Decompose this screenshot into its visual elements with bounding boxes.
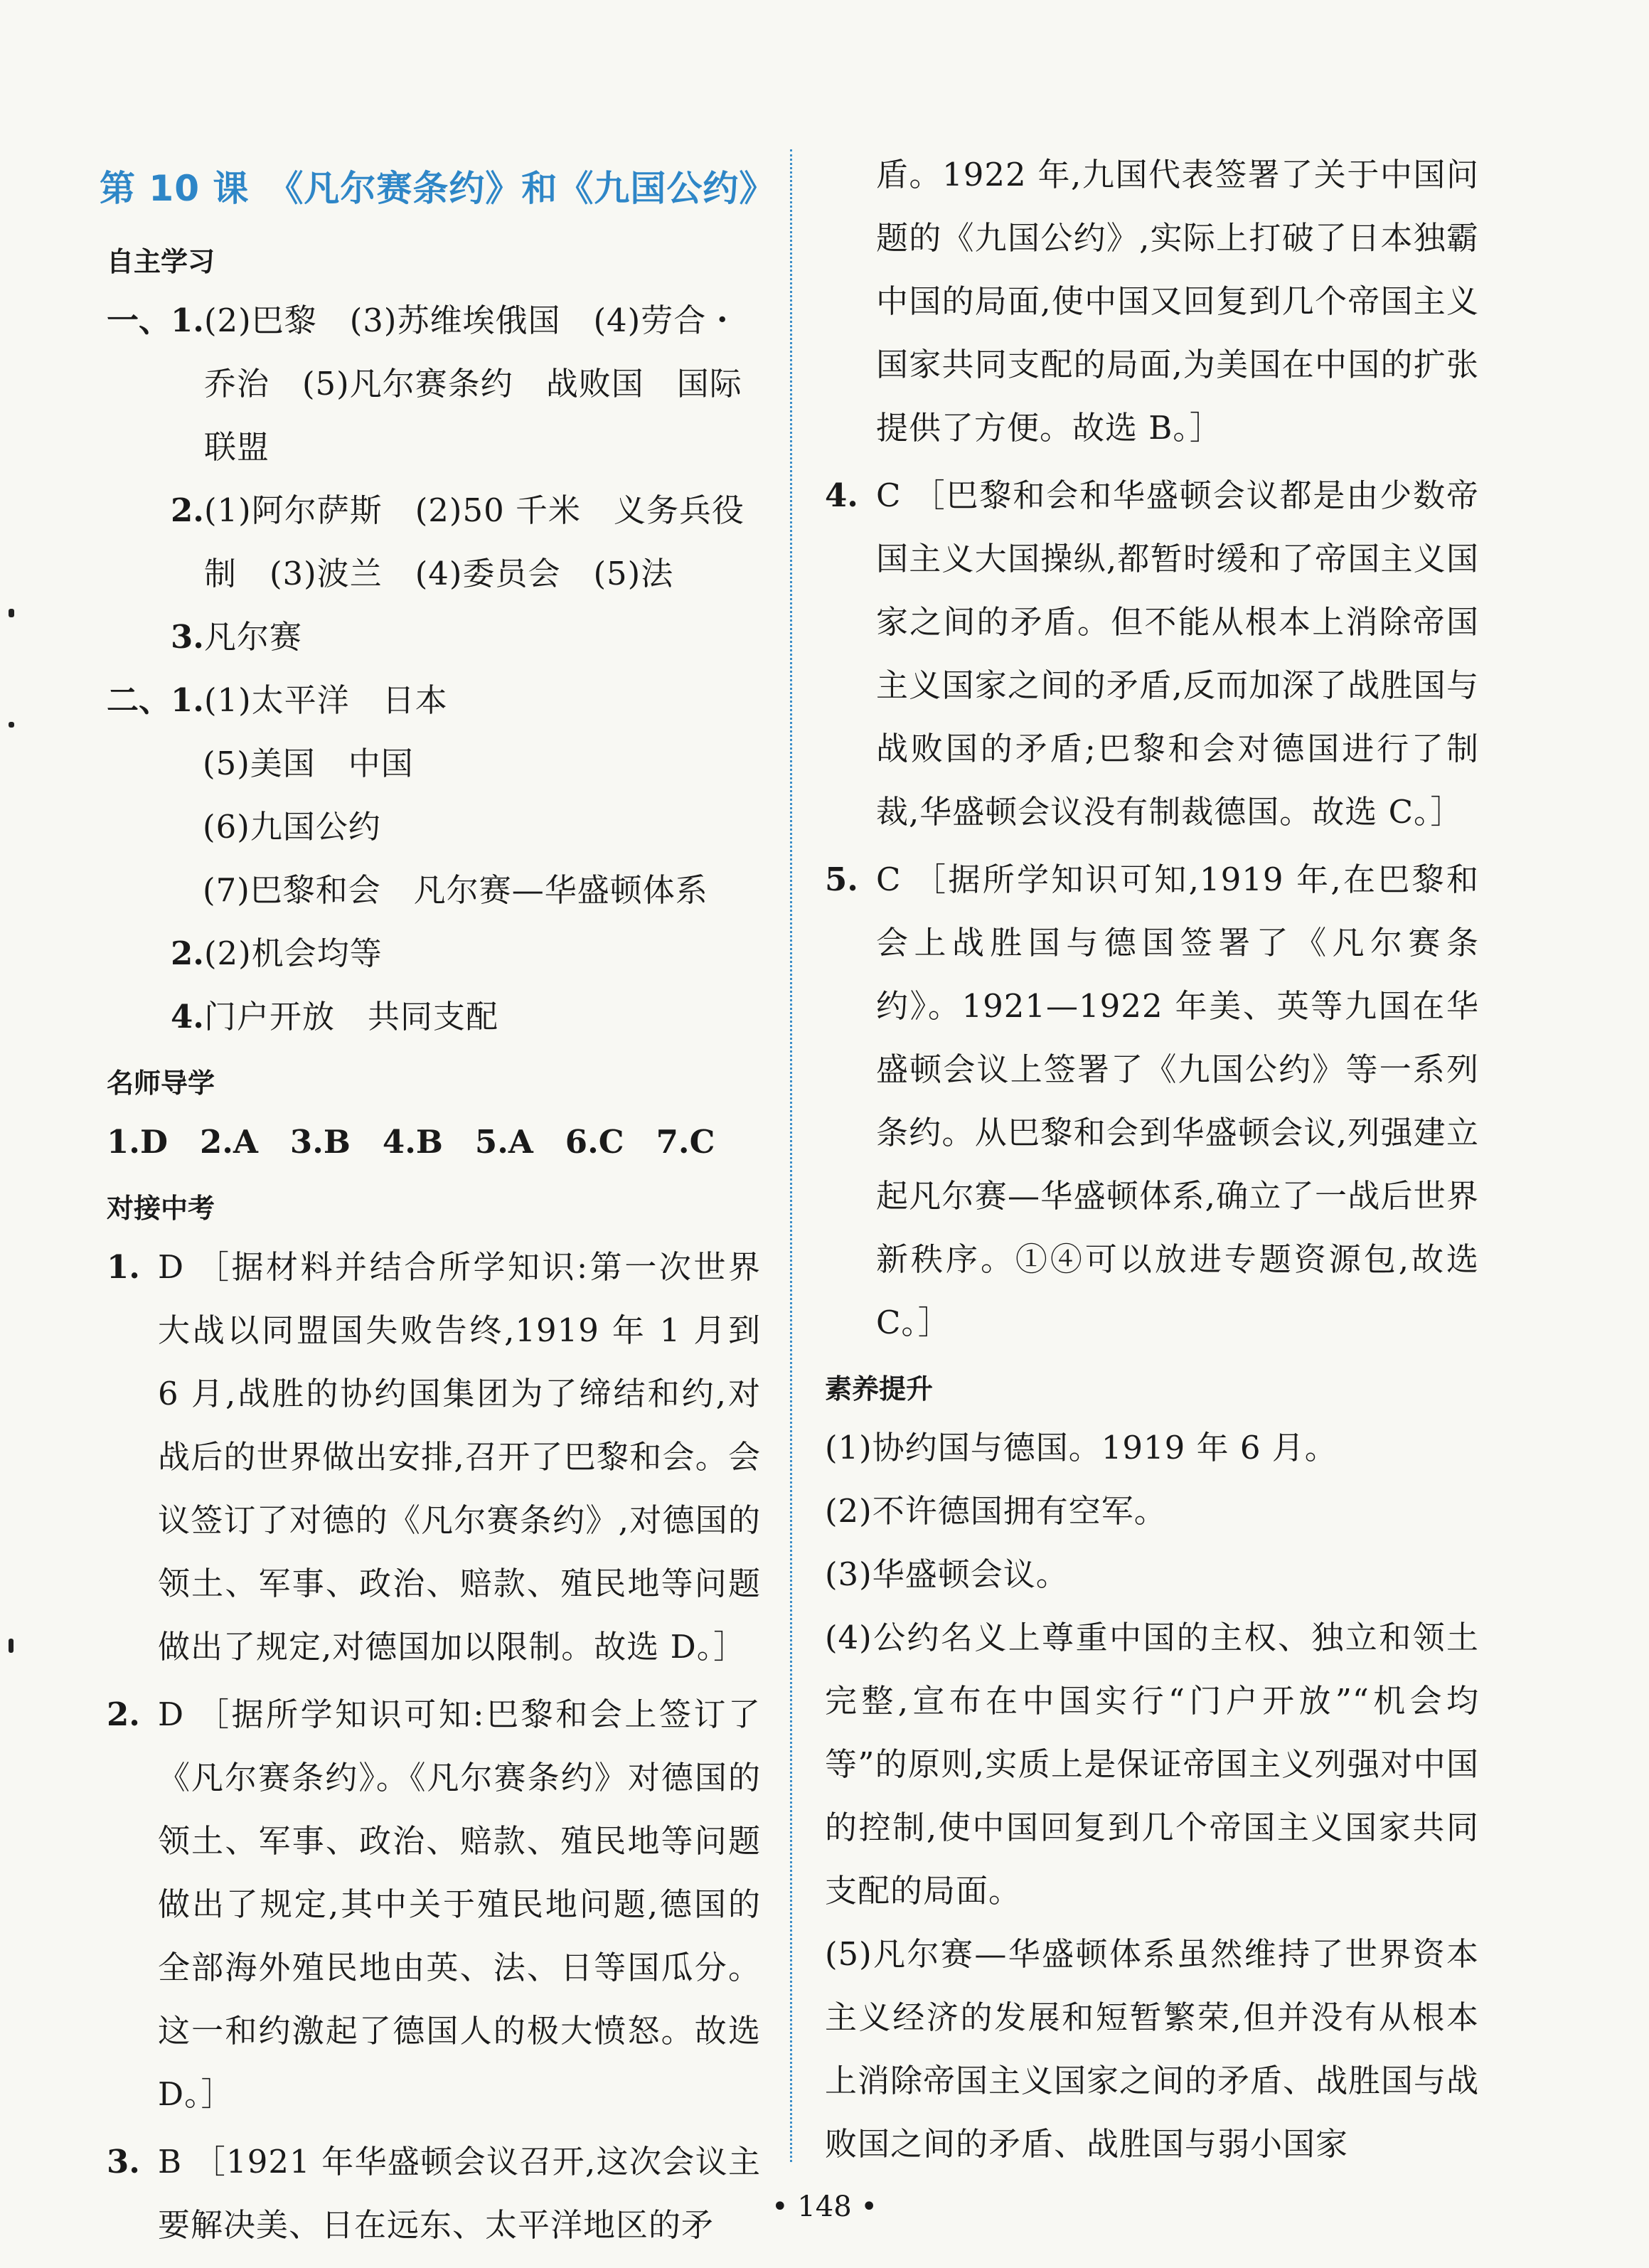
answer-row (107, 669, 761, 732)
item-text: (6)九国公约 (203, 808, 381, 846)
suyang-paragraph: (3)华盛顿会议。 (825, 1555, 1069, 1593)
answer-item (825, 464, 1479, 843)
answer-item (825, 848, 1490, 1354)
item-text: 盾。1922 年,九国代表签署了关于中国问题的《九国公约》,实际上打破了日本独霸中国的局面,使中国又回复到几个帝国主义国家共同支配的局面,为美国在中国的扩张提供了方便。故选 B。］ (876, 156, 1479, 447)
page-number: • 148 • (772, 2190, 877, 2223)
item-number: 2. (107, 1695, 140, 1733)
item-number: 二、1. (107, 681, 204, 719)
answer-row (107, 479, 761, 605)
answer-row (107, 858, 761, 922)
item-text: C ［巴黎和会和华盛顿会议都是由少数帝国主义大国操纵,都暂时缓和了帝国主义国家之间的矛盾。但不能从根本上消除帝国主义国家之间的矛盾,反而加深了战胜国与战败国的矛盾;巴黎和会对德国进行了制裁,华盛顿会议没有制裁德国。故选 C。］ (876, 477, 1479, 831)
suyang-paragraph: (5)凡尔赛—华盛顿体系虽然维持了世界资本主义经济的发展和短暂繁荣,但并没有从根本上消除帝国主义国家之间的矛盾、战胜国与战败国之间的矛盾、战胜国与弱小国家 (825, 1935, 1480, 2163)
section-heading-duijie: 对接中考 (107, 1193, 215, 1224)
answer-item (107, 1235, 772, 1678)
item-text: (1)阿尔萨斯 (2)50 千米 义务兵役制 (3)波兰 (4)委员会 (5)法 (203, 491, 745, 592)
item-text: (5)美国 中国 (203, 745, 414, 782)
item-number: 4. (107, 998, 204, 1035)
item-text: D ［据所学知识可知:巴黎和会上签订了《凡尔赛条约》。《凡尔赛条约》对德国的领土、军事、政治、赔款、殖民地等问题做出了规定,其中关于殖民地问题,德国的全部海外殖民地由英、法、日等国瓜分。这一和约激起了德国人的极大愤怒。故选 D。］ (158, 1695, 772, 2113)
item-text: (1)太平洋 日本 (203, 681, 448, 719)
scan-mark (9, 609, 14, 617)
answer-row (107, 795, 761, 858)
answer-row (107, 605, 761, 669)
answer-row (107, 732, 761, 795)
section-heading-mingshi: 名师导学 (107, 1068, 215, 1099)
quick-answers: 1.D 2.A 3.B 4.B 5.A 6.C 7.C (107, 1123, 715, 1161)
answer-item-continued (825, 143, 1479, 459)
suyang-paragraph: (1)协约国与德国。1919 年 6 月。 (825, 1429, 1338, 1466)
item-number: 3. (107, 2143, 140, 2181)
left-column (100, 139, 776, 2261)
section-heading-zizhu: 自主学习 (107, 246, 215, 277)
item-number: 2. (107, 491, 204, 529)
answer-row (107, 922, 761, 985)
right-column (825, 139, 1490, 2176)
answer-row (107, 985, 761, 1048)
item-number: 1. (107, 1248, 140, 1286)
item-number: 3. (107, 618, 204, 656)
item-text: B ［1921 年华盛顿会议召开,这次会议主要解决美、日在远东、太平洋地区的矛 (158, 2143, 761, 2244)
zizhu-answers (107, 289, 761, 1048)
item-text: (2)机会均等 (203, 935, 383, 972)
item-number: 一、1. (107, 302, 204, 339)
item-text: (2)巴黎 (3)苏维埃俄国 (4)劳合・乔治 (5)凡尔赛条约 战败国 国际联盟 (203, 302, 742, 466)
item-number (107, 732, 203, 795)
item-text: D ［据材料并结合所学知识:第一次世界大战以同盟国失败告终,1919 年 1 月到 6 月,战胜的协约国集团为了缔结和约,对战后的世界做出安排,召开了巴黎和会。会议签订了对德的《凡尔赛条约》,对德国的领土、军事、政治、赔款、殖民地等问题做出了规定,对德国加以限制。故选 D。］ (158, 1248, 772, 1666)
item-text: 门户开放 共同支配 (203, 998, 498, 1035)
item-number (107, 795, 203, 858)
column-divider (790, 149, 792, 2162)
item-number: 4. (825, 477, 858, 514)
lesson-title: 第 10 课 《凡尔赛条约》和《九国公约》 (100, 168, 776, 209)
scan-mark (9, 722, 14, 728)
item-text: 凡尔赛 (203, 618, 302, 656)
item-number (107, 858, 203, 922)
answer-item (107, 1683, 772, 2126)
section-heading-suyang: 素养提升 (825, 1373, 934, 1405)
item-number: 2. (107, 935, 204, 972)
scan-mark (9, 1639, 14, 1653)
item-number: 5. (825, 861, 858, 898)
answer-row (107, 289, 761, 479)
item-text: C ［据所学知识可知,1919 年,在巴黎和会上战胜国与德国签署了《凡尔赛条约》。1921—1922 年美、英等九国在华盛顿会议上签署了《九国公约》等一系列条约。从巴黎和会到华盛顿会议,列强建立起凡尔赛—华盛顿体系,确立了一战后世界新秩序。①④可以放进专题资源包,故选 C。］ (876, 861, 1490, 1341)
item-text: (7)巴黎和会 凡尔赛—华盛顿体系 (203, 871, 708, 909)
suyang-paragraph: (4)公约名义上尊重中国的主权、独立和领土完整,宣布在中国实行“门户开放”“机会均等”的原则,实质上是保证帝国主义列强对中国的控制,使中国回复到几个帝国主义国家共同支配的局面。 (825, 1619, 1479, 1910)
suyang-paragraph: (2)不许德国拥有空军。 (825, 1492, 1167, 1530)
